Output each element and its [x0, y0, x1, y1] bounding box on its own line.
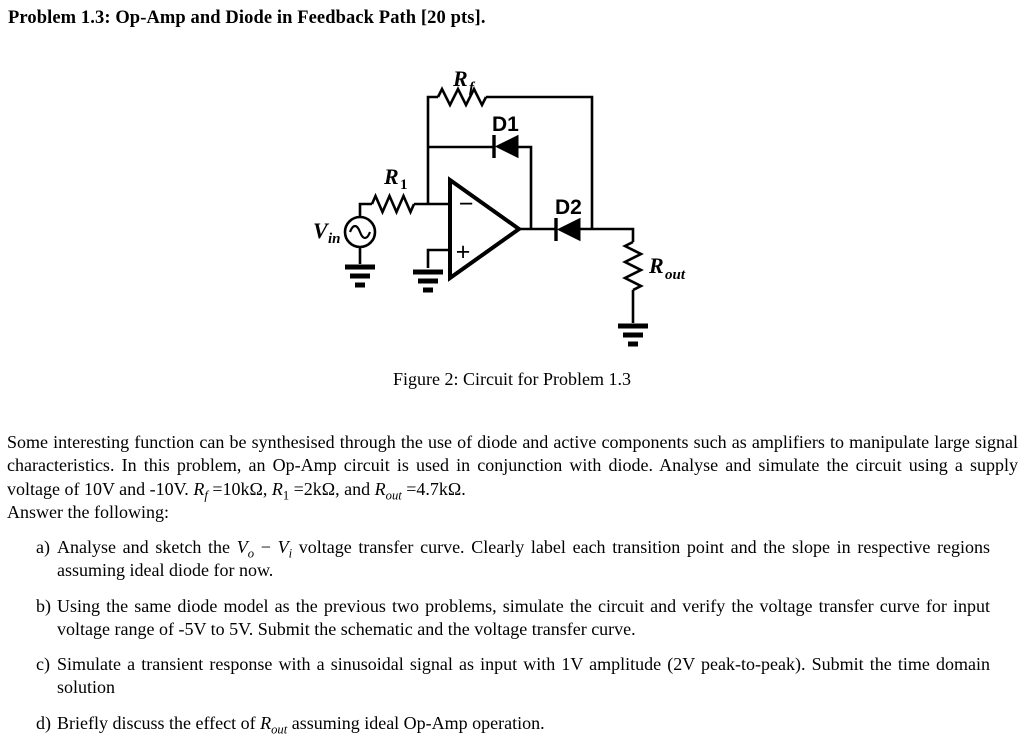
rf-label: R	[453, 66, 468, 91]
d2-label: D2	[555, 196, 582, 219]
item-a-text: Analyse and sketch the $V_o - V_i$ voltage transfer curve. Clearly label each transition point and the slope in respective regions assuming ideal diode for now.	[57, 537, 991, 581]
rout-ground-icon	[618, 326, 648, 344]
item-d-label: d)	[36, 712, 51, 733]
rout-label-sub: out	[665, 267, 686, 283]
d1-label: D1	[492, 113, 519, 136]
answer-following-line: Answer the following:	[7, 501, 169, 522]
r1-resistor	[372, 196, 414, 212]
sine-icon	[350, 226, 370, 238]
rf-resistor	[438, 89, 486, 105]
circuit-diagram	[300, 58, 720, 358]
item-c-text: Simulate a transient response with a sinusoidal signal as input with 1V amplitude (2V peak-to-peak). Submit the time domain solution	[57, 654, 990, 698]
opamp-noninverting-sign: +	[455, 238, 471, 266]
opamp-inverting-sign: −	[458, 190, 474, 218]
question-item-d	[36, 712, 990, 735]
problem-title: Problem 1.3: Op-Amp and Diode in Feedback Path [20 pts].	[8, 8, 486, 28]
vin-label: V	[313, 218, 328, 243]
item-b-text: Using the same diode model as the previous two problems, simulate the circuit and verify the voltage transfer curve for input voltage range of -5V to 5V. Submit the schematic and the voltage transfer curve.	[57, 595, 990, 639]
rf-label-sub: f	[469, 80, 474, 96]
rout-label: R	[649, 253, 664, 278]
intro-paragraph	[7, 431, 1018, 524]
figure-caption: Figure 2: Circuit for Problem 1.3	[393, 369, 631, 389]
r1-label: R	[384, 164, 399, 189]
question-item-b	[36, 595, 990, 642]
d1-diode	[494, 135, 518, 158]
intro-text: Some interesting function can be synthesised through the use of diode and active components such as amplifiers to manipulate large signal characteristics. In this problem, an Op-Amp circuit is used in conjunction with diode. Analyse and simulate the circuit using a supply voltage of 10V and -10V. $R_f =10k\Omega$, $R_1 =2k\Omega$, and $R_{out} =4.7k\Omega$.	[7, 432, 1018, 503]
item-d-text: Briefly discuss the effect of $R_{out}$ assuming ideal Op-Amp operation.	[57, 712, 545, 737]
opamp-ground-icon	[413, 272, 443, 290]
item-c-label: c)	[36, 654, 50, 675]
vin-source	[345, 217, 375, 247]
question-item-c	[36, 653, 990, 700]
rout-resistor	[625, 242, 641, 290]
d2-diode	[556, 218, 580, 241]
question-item-a	[36, 536, 990, 583]
r1-label-sub: 1	[400, 177, 408, 193]
question-list	[36, 536, 990, 747]
item-a-label: a)	[36, 537, 50, 557]
vin-label-sub: in	[328, 231, 341, 247]
vin-ground-icon	[345, 267, 375, 285]
item-b-label: b)	[36, 595, 51, 616]
